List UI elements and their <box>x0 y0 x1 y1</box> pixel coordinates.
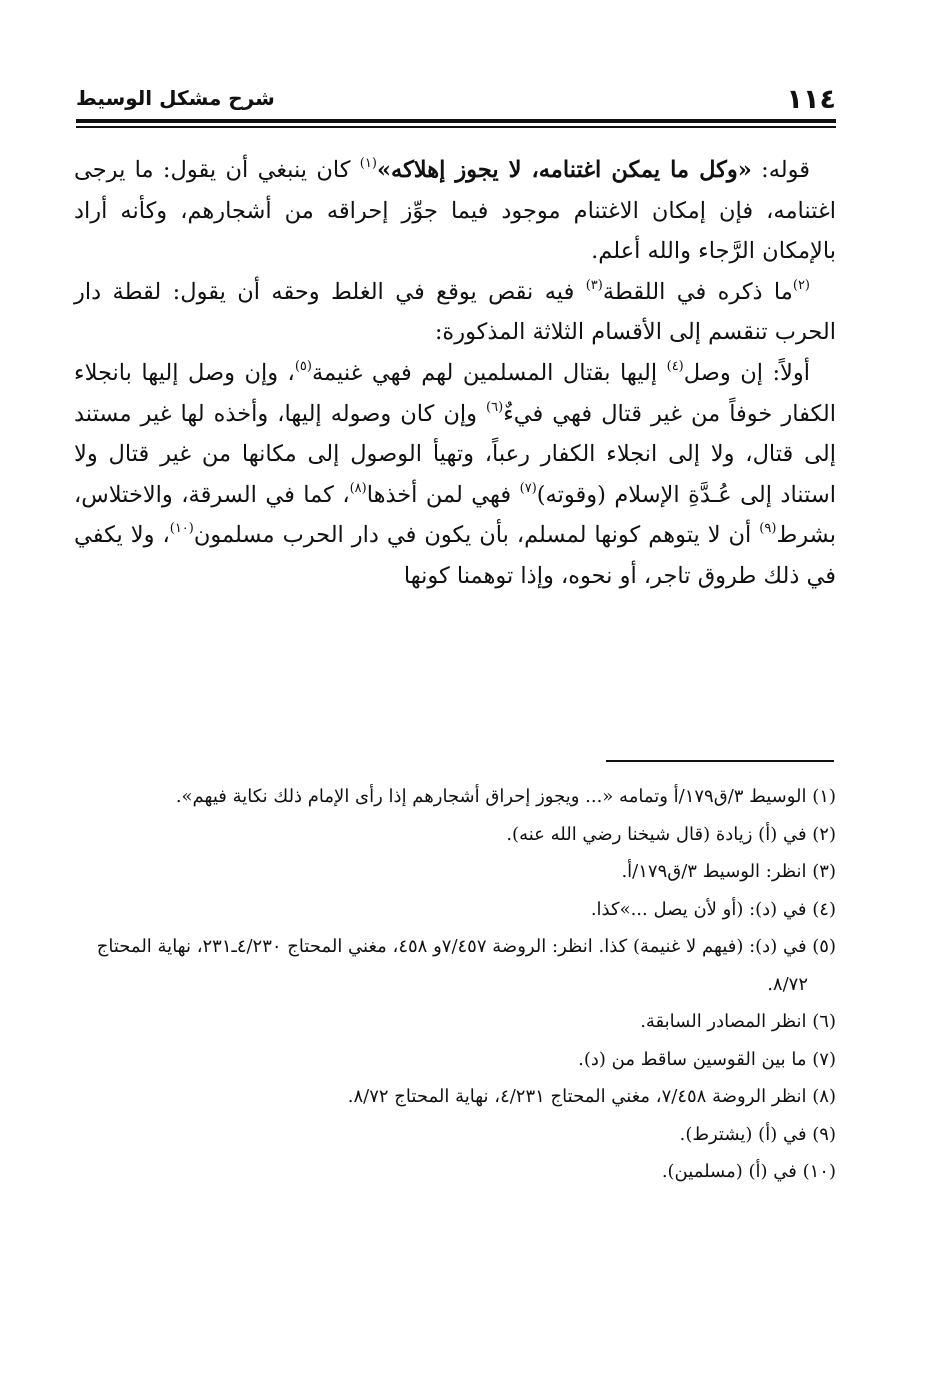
footnote-item: (٨) انظر الروضة ٧/٤٥٨، مغني المحتاج ٤/٢٣١، نهاية المحتاج ٨/٧٢. <box>347 1086 836 1107</box>
text-segment: أولاً: إن وصل <box>683 359 811 386</box>
page-number: ١١٤ <box>786 84 836 115</box>
footnote-item: (٧) ما بين القوسين ساقط من (د). <box>578 1048 836 1070</box>
text-segment: فيه نقص يوقع في الغلط وحقه أن يقول: لقطة دار الحرب تنقسم إلى الأقسام الثلاثة المذكورة: <box>74 278 836 346</box>
footnote-item: (٩) في (أ) (يشترط). <box>679 1123 836 1145</box>
footnote-marker: (١٠) <box>169 521 194 537</box>
quoted-text: «وكل ما يمكن اغتنامه، لا يجوز إهلاكه» <box>376 157 752 183</box>
main-text <box>74 150 836 597</box>
footnote-item: (٣) انظر: الوسيط ٣/ق١٧٩/أ. <box>621 861 836 882</box>
text-segment: قوله: <box>751 157 810 183</box>
paragraph-3 <box>74 353 836 597</box>
text-segment: كان ينبغي أن يقول: ما يرجى اغتنامه، فإن إمكان الاغتنام موجود فيما جوِّز إحراقه من أشجارهم، وكأنه أراد بالإمكان الرَّجاء والله أعلم. <box>74 157 836 265</box>
text-segment: ، كما في السرقة، والاختلاس، بشرط <box>74 481 836 549</box>
footnote-marker: (٣) <box>585 277 603 293</box>
footnote-marker: (٤) <box>666 358 684 374</box>
header-rule-thin <box>76 126 836 128</box>
footnote-item: (٥) في (د): (فيهم لا غنيمة) كذا. انظر: الروضة ٧/٤٥٧و ٤٥٨، مغني المحتاج ٤/٢٣٠ـ٢٣١، نهاية المحتاج ٨/٧٢. <box>96 936 836 995</box>
footnote-marker: (٢) <box>792 277 810 293</box>
footnote-item: (١٠) في (أ) (مسلمين). <box>661 1161 836 1182</box>
text-segment: إليها بقتال المسلمين لهم فهي غنيمة <box>311 359 667 386</box>
paragraph-2 <box>74 272 836 353</box>
header-rule-thick <box>76 119 836 123</box>
page-header <box>76 80 836 120</box>
footnote-item: (١) الوسيط ٣/ق١٧٩/أ وتمامه «... ويجوز إحراق أشجارهم إذا رأى الإمام ذلك نكاية فيهم». <box>175 786 836 807</box>
running-title: شرح مشكل الوسيط <box>76 86 275 110</box>
footnote-item: (٢) في (أ) زيادة (قال شيخنا رضي الله عنه). <box>506 823 836 845</box>
footnote-item: (٤) في (د): (أو لأن يصل ...»كذا. <box>590 898 836 920</box>
footnote-item: (٦) انظر المصادر السابقة. <box>640 1011 836 1032</box>
text-segment: ما ذكره في اللقطة <box>602 278 793 305</box>
paragraph-1 <box>74 150 836 272</box>
footnote-marker: (١) <box>359 156 377 171</box>
footnote-marker: (٦) <box>486 399 504 415</box>
footnotes <box>74 778 836 1191</box>
footnote-separator <box>606 760 834 762</box>
footnote-marker: (٧) <box>519 480 537 496</box>
text-segment: ، وإن وصل إليها بانجلاء الكفار خوفاً من غير قتال فهي فيءٌ <box>74 359 836 427</box>
text-segment: أن لا يتوهم كونها لمسلم، بأن يكون في دار الحرب مسلمون <box>193 522 760 549</box>
footnote-marker: (٩) <box>759 521 777 537</box>
text-segment: فهي لمن أخذها <box>366 481 520 508</box>
footnote-marker: (٥) <box>294 358 312 374</box>
footnote-marker: (٨) <box>349 480 367 496</box>
text-segment: ، ولا يكفي في ذلك طروق تاجر، أو نحوه، وإذا توهمنا كونها <box>74 522 836 589</box>
text-segment: وإن كان وصوله إليها، وأخذه لها غير مستند إلى قتال، ولا إلى انجلاء الكفار رعباً، وتهيأ الوصول إلى مكانها من غير قتال ولا استناد إلى عُـدَّةِ الإسلام (وقوته) <box>74 400 836 508</box>
